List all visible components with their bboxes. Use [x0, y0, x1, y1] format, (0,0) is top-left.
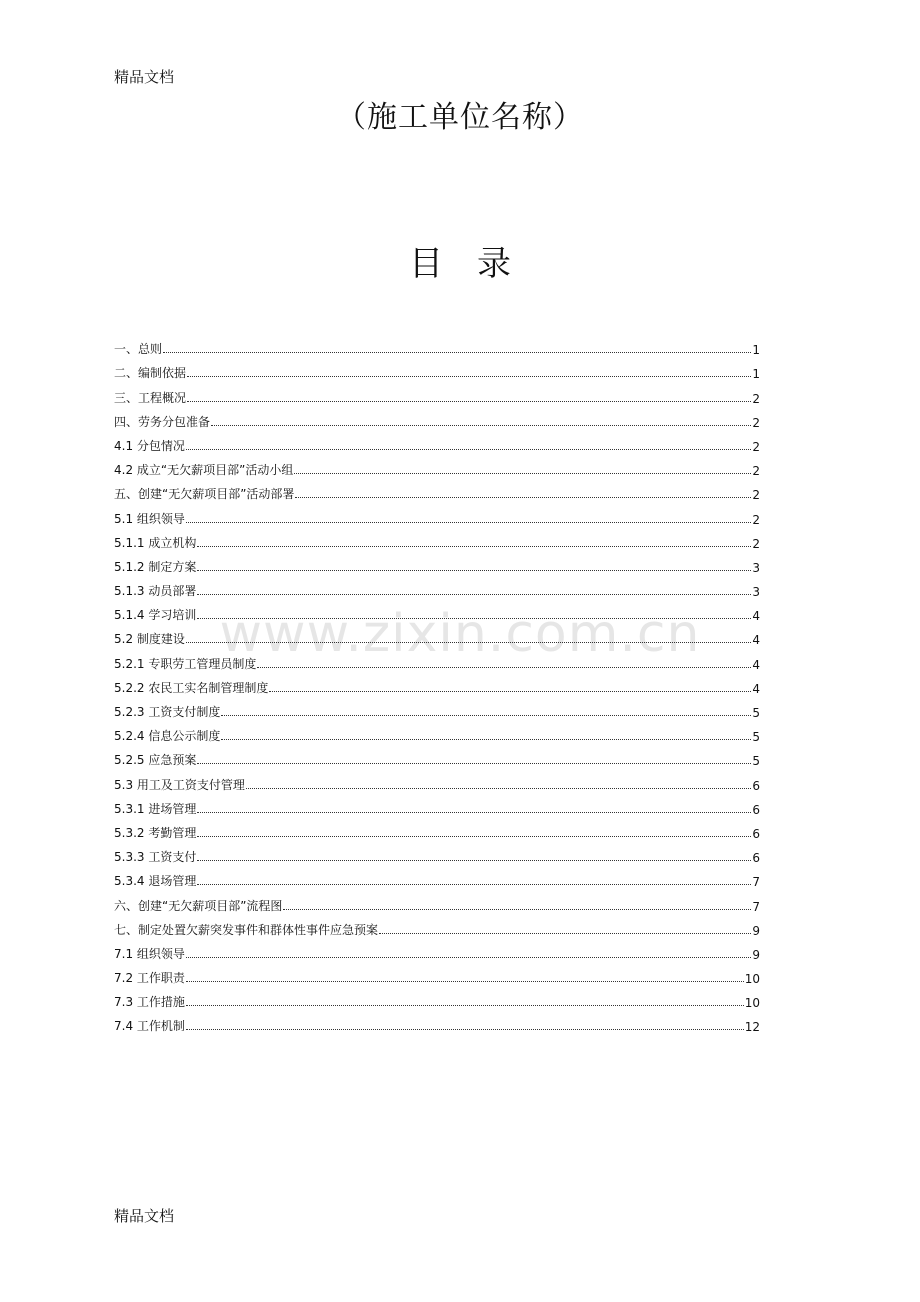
toc-entry-page-number: 4	[752, 681, 760, 696]
toc-entry[interactable]	[114, 744, 760, 768]
toc-entry-page-number: 2	[752, 415, 760, 430]
toc-entry-label: 4.1 分包情况	[114, 438, 185, 453]
toc-entry-label: 5.2.4 信息公示制度	[114, 729, 221, 744]
toc-entry[interactable]	[114, 478, 760, 502]
toc-entry-page-number: 2	[752, 391, 760, 406]
toc-entry-label: 5.3 用工及工资支付管理	[114, 777, 245, 792]
toc-entry[interactable]	[114, 768, 760, 792]
toc-entry-label: 5.1 组织领导	[114, 511, 185, 526]
toc-entry-page-number: 2	[752, 512, 760, 527]
toc-entry[interactable]	[114, 527, 760, 551]
toc-entry[interactable]	[114, 865, 760, 889]
toc-entry-page-number: 3	[752, 560, 760, 575]
toc-entry-page-number: 3	[752, 585, 760, 600]
toc-entry[interactable]	[114, 962, 760, 986]
toc-dot-leader	[221, 714, 751, 716]
toc-dot-leader	[379, 932, 751, 934]
toc-dot-leader	[197, 835, 751, 837]
toc-entry-page-number: 1	[752, 343, 760, 358]
toc-entry-page-number: 12	[744, 1020, 760, 1035]
toc-entry-page-number: 9	[752, 947, 760, 962]
toc-dot-leader	[197, 617, 751, 619]
toc-entry[interactable]	[114, 938, 760, 962]
toc-entry-label: 4.2 成立“无欠薪项目部”活动小组	[114, 463, 294, 478]
toc-entry-label: 5.1.1 成立机构	[114, 535, 197, 550]
toc-heading: 目录	[409, 244, 545, 284]
toc-entry-page-number: 7	[752, 875, 760, 890]
toc-entry[interactable]	[114, 623, 760, 647]
toc-dot-leader	[186, 521, 751, 523]
toc-entry[interactable]	[114, 1010, 760, 1034]
toc-dot-leader	[187, 400, 751, 402]
toc-dot-leader	[295, 496, 751, 498]
toc-dot-leader	[186, 448, 751, 450]
toc-entry[interactable]	[114, 454, 760, 478]
footer-watermark-text: 精品文档	[114, 1207, 175, 1225]
toc-entry-page-number: 6	[752, 826, 760, 841]
toc-dot-leader	[197, 811, 751, 813]
toc-entry-label: 7.2 工作职责	[114, 971, 185, 986]
toc-entry[interactable]	[114, 381, 760, 405]
toc-entry[interactable]	[114, 551, 760, 575]
toc-entry-page-number: 4	[752, 609, 760, 624]
toc-entry-page-number: 1	[752, 367, 760, 382]
toc-dot-leader	[197, 883, 751, 885]
toc-entry-label: 六、创建“无欠薪项目部”流程图	[114, 898, 283, 913]
toc-dot-leader	[246, 787, 751, 789]
toc-entry[interactable]	[114, 575, 760, 599]
toc-entry-page-number: 4	[752, 633, 760, 648]
toc-entry-page-number: 5	[752, 730, 760, 745]
toc-entry[interactable]	[114, 406, 760, 430]
table-of-contents	[114, 333, 760, 1034]
toc-entry-page-number: 2	[752, 464, 760, 479]
toc-entry-label: 5.1.4 学习培训	[114, 608, 197, 623]
toc-entry[interactable]	[114, 817, 760, 841]
toc-dot-leader	[186, 956, 751, 958]
toc-entry-page-number: 5	[752, 706, 760, 720]
toc-entry-label: 5.1.3 动员部署	[114, 584, 197, 599]
toc-dot-leader	[283, 908, 751, 910]
toc-dot-leader	[197, 593, 751, 595]
toc-entry[interactable]	[114, 333, 760, 357]
toc-entry-label: 5.3.1 进场管理	[114, 801, 197, 816]
toc-dot-leader	[187, 375, 751, 377]
toc-dot-leader	[294, 472, 751, 474]
toc-dot-leader	[163, 351, 751, 353]
toc-entry-page-number: 2	[752, 488, 760, 503]
toc-entry-label: 5.2.2 农民工实名制管理制度	[114, 680, 269, 695]
toc-dot-leader	[197, 545, 751, 547]
toc-entry[interactable]	[114, 502, 760, 526]
toc-dot-leader	[186, 641, 751, 643]
toc-dot-leader	[186, 1028, 744, 1030]
toc-dot-leader	[186, 1004, 744, 1006]
toc-entry-label: 5.3.3 工资支付	[114, 850, 197, 865]
toc-entry-label: 5.3.4 退场管理	[114, 874, 197, 889]
toc-entry-page-number: 10	[744, 996, 760, 1011]
toc-entry-label: 7.4 工作机制	[114, 1019, 185, 1034]
toc-entry-page-number: 2	[752, 439, 760, 454]
toc-entry-label: 5.2.3 工资支付制度	[114, 705, 221, 719]
toc-dot-leader	[257, 666, 751, 668]
toc-dot-leader	[197, 569, 751, 571]
toc-entry-label: 5.1.2 制定方案	[114, 559, 197, 574]
toc-entry[interactable]	[114, 793, 760, 817]
toc-entry-label: 七、制定处置欠薪突发事件和群体性事件应急预案	[114, 922, 379, 937]
toc-entry[interactable]	[114, 430, 760, 454]
toc-entry[interactable]	[114, 672, 760, 696]
toc-dot-leader	[211, 424, 751, 426]
toc-entry-label: 一、总则	[114, 342, 163, 357]
toc-entry-page-number: 5	[752, 754, 760, 769]
toc-entry[interactable]	[114, 696, 760, 720]
toc-entry-page-number: 6	[752, 802, 760, 817]
toc-entry[interactable]	[114, 889, 760, 913]
toc-dot-leader	[269, 690, 751, 692]
toc-entry-label: 5.3.2 考勤管理	[114, 825, 197, 840]
toc-entry[interactable]	[114, 986, 760, 1010]
toc-dot-leader	[186, 980, 744, 982]
toc-entry-page-number: 2	[752, 536, 760, 551]
toc-entry-page-number: 4	[752, 657, 760, 672]
toc-entry[interactable]	[114, 914, 760, 938]
toc-dot-leader	[197, 859, 751, 861]
toc-entry[interactable]	[114, 720, 760, 744]
toc-entry-label: 7.3 工作措施	[114, 995, 185, 1010]
toc-entry-page-number: 6	[752, 778, 760, 793]
toc-entry-page-number: 7	[752, 899, 760, 914]
toc-entry[interactable]	[114, 647, 760, 671]
toc-entry[interactable]	[114, 357, 760, 381]
toc-dot-leader	[197, 762, 751, 764]
toc-entry-label: 5.2.5 应急预案	[114, 753, 197, 768]
toc-entry-label: 7.1 组织领导	[114, 946, 185, 961]
toc-entry-label: 5.2.1 专职劳工管理员制度	[114, 656, 257, 671]
toc-entry-label: 二、编制依据	[114, 366, 187, 381]
toc-entry[interactable]	[114, 841, 760, 865]
unit-name-title: （施工单位名称）	[336, 100, 584, 135]
toc-entry-page-number: 6	[752, 851, 760, 866]
site-watermark: www.zixin.com.cn	[219, 604, 701, 664]
toc-entry[interactable]	[114, 599, 760, 623]
toc-entry-page-number: 10	[744, 972, 760, 987]
toc-entry-label: 五、创建“无欠薪项目部”活动部署	[114, 487, 295, 502]
toc-entry-label: 5.2 制度建设	[114, 632, 185, 647]
toc-entry-label: 三、工程概况	[114, 390, 187, 405]
toc-entry-page-number: 9	[752, 923, 760, 938]
toc-dot-leader	[221, 738, 751, 740]
toc-entry-label: 四、劳务分包准备	[114, 414, 211, 429]
header-watermark-text: 精品文档	[114, 68, 175, 86]
